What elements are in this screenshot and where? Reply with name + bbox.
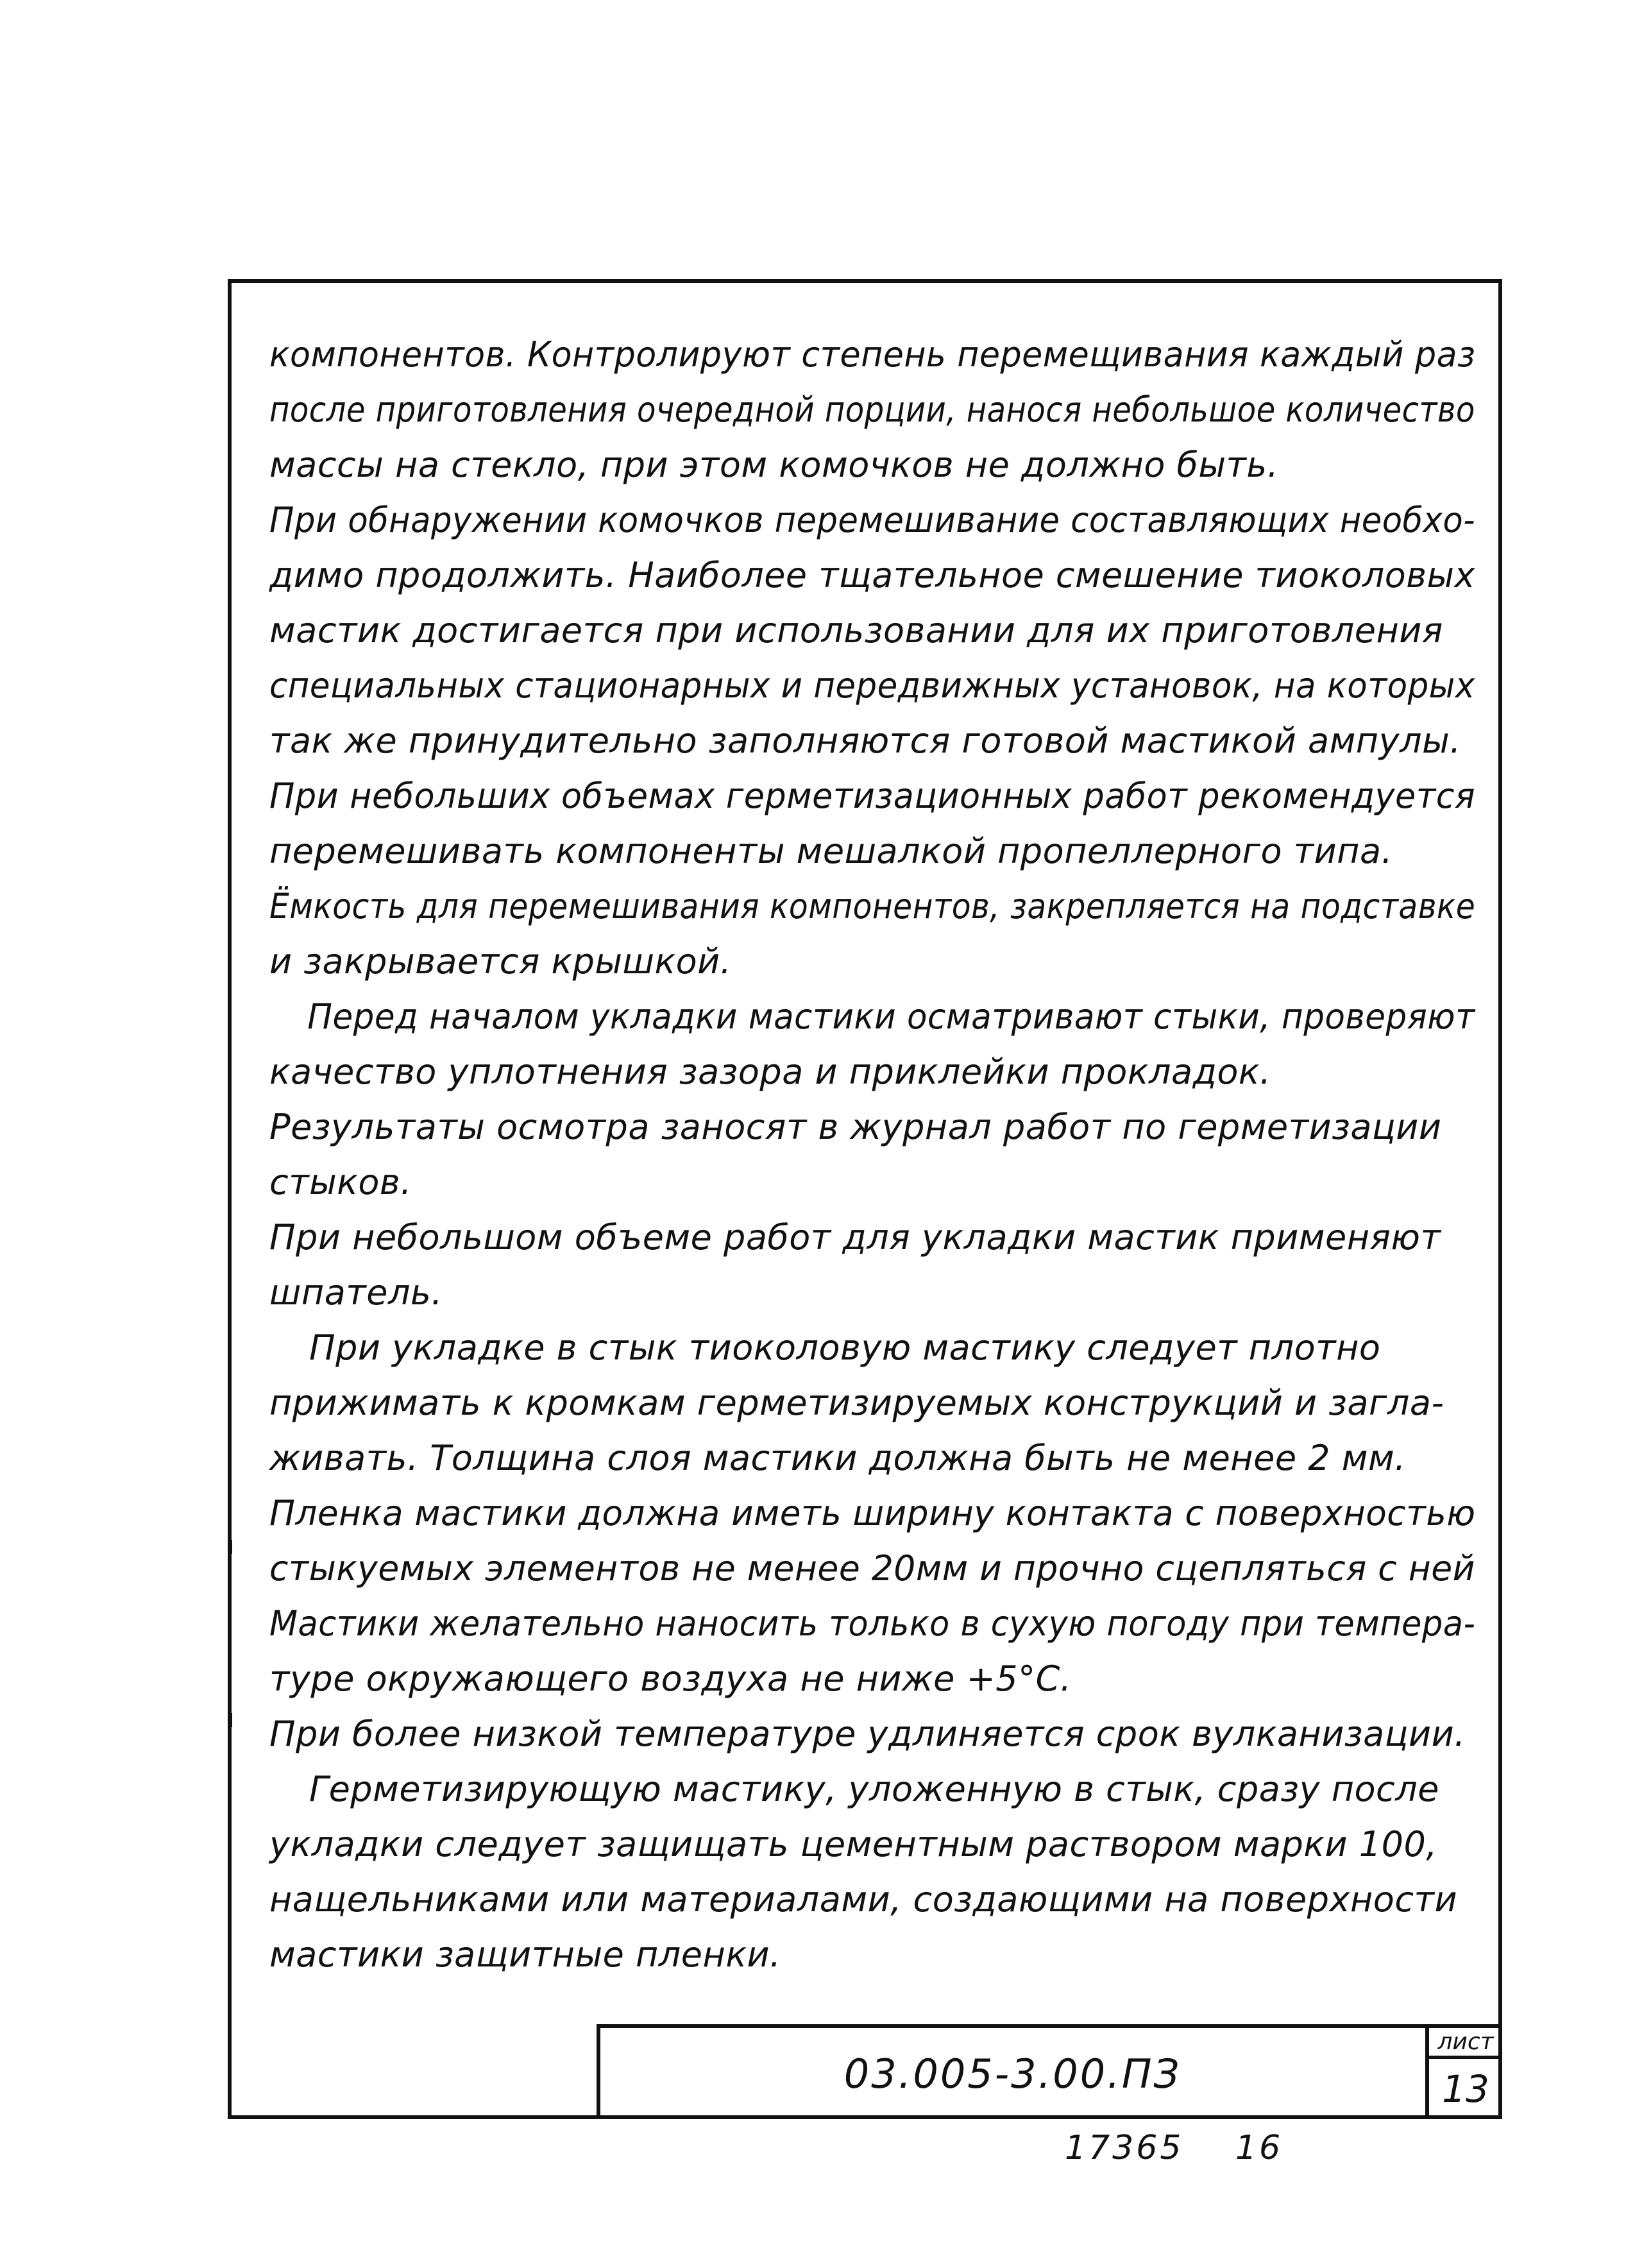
text-line: При более низкой температуре удлиняется срок вулканизации. (269, 1714, 1466, 1754)
text-line: после приготовления очередной порции, нанося небольшое количество (269, 389, 1475, 430)
body-text (269, 327, 1475, 1982)
text-line: стыкуемых элементов не менее 20мм и прочно сцепляться с ней (269, 1548, 1475, 1589)
text-line: Ёмкость для перемешивания компонентов, закрепляется на подставке (269, 886, 1476, 926)
text-line: перемешивать компоненты мешалкой пропеллерного типа. (269, 831, 1393, 871)
text-line: прижимать к кромкам герметизируемых конструкций и загла- (269, 1383, 1444, 1423)
text-line: Пленка мастики должна иметь ширину контакта с поверхностью (269, 1493, 1476, 1533)
margin-mark (228, 1540, 232, 1554)
text-line: Мастики желательно наносить только в сухую погоду при темпера- (269, 1603, 1476, 1644)
text-line: При небольшом объеме работ для укладки мастик применяют (269, 1217, 1441, 1258)
text-line: туре окружающего воздуха не ниже +5°С. (269, 1658, 1072, 1699)
text-line: и закрывается крышкой. (269, 941, 732, 982)
document-code: 03.005-3.00.ПЗ (843, 2050, 1181, 2097)
footer-note: 17365 16 (1065, 2129, 1283, 2167)
text-line: нащельниками или материалами, создающими на поверхности (269, 1879, 1458, 1920)
text-line: стыков. (269, 1162, 412, 1202)
text-line: массы на стекло, при этом комочков не должно быть. (269, 445, 1279, 485)
title-block (597, 2024, 1502, 2119)
margin-mark (228, 1713, 232, 1727)
sheet-number: 13 (1442, 2067, 1489, 2111)
text-line: компонентов. Контролируют степень перемещивания каждый раз (269, 334, 1476, 375)
text-line: шпатель. (269, 1272, 443, 1313)
text-line: так же принудительно заполняются готовой мастикой ампулы. (269, 720, 1461, 761)
sheet-cell (1425, 2028, 1502, 2119)
text-line: укладки следует защищать цементным раствором марки 100, (269, 1824, 1437, 1864)
sheet-label: лист (1429, 2028, 1502, 2059)
text-line: специальных стационарных и передвижных установок, на которых (269, 665, 1475, 706)
text-line: Герметизирующую мастику, уложенную в стык, сразу после (309, 1769, 1439, 1809)
text-line: качество уплотнения зазора и приклейки прокладок. (269, 1052, 1271, 1092)
text-line: Перед началом укладки мастики осматривают стыки, проверяют (307, 996, 1475, 1037)
text-line: При небольших объемах герметизационных работ рекомендуется (269, 776, 1476, 816)
text-line: Результаты осмотра заносят в журнал работ по герметизации (269, 1107, 1442, 1147)
text-line: При обнаружении комочков перемешивание составляющих необхо- (269, 500, 1476, 540)
text-line: димо продолжить. Наиболее тщательное смешение тиоколовых (269, 555, 1475, 595)
text-line: мастики защитные пленки. (269, 1934, 781, 1975)
text-line: мастик достигается при использовании для их приготовления (269, 610, 1443, 651)
text-line: живать. Толщина слоя мастики должна быть не менее 2 мм. (269, 1438, 1406, 1478)
text-line: При укладке в стык тиоколовую мастику следует плотно (309, 1327, 1381, 1368)
